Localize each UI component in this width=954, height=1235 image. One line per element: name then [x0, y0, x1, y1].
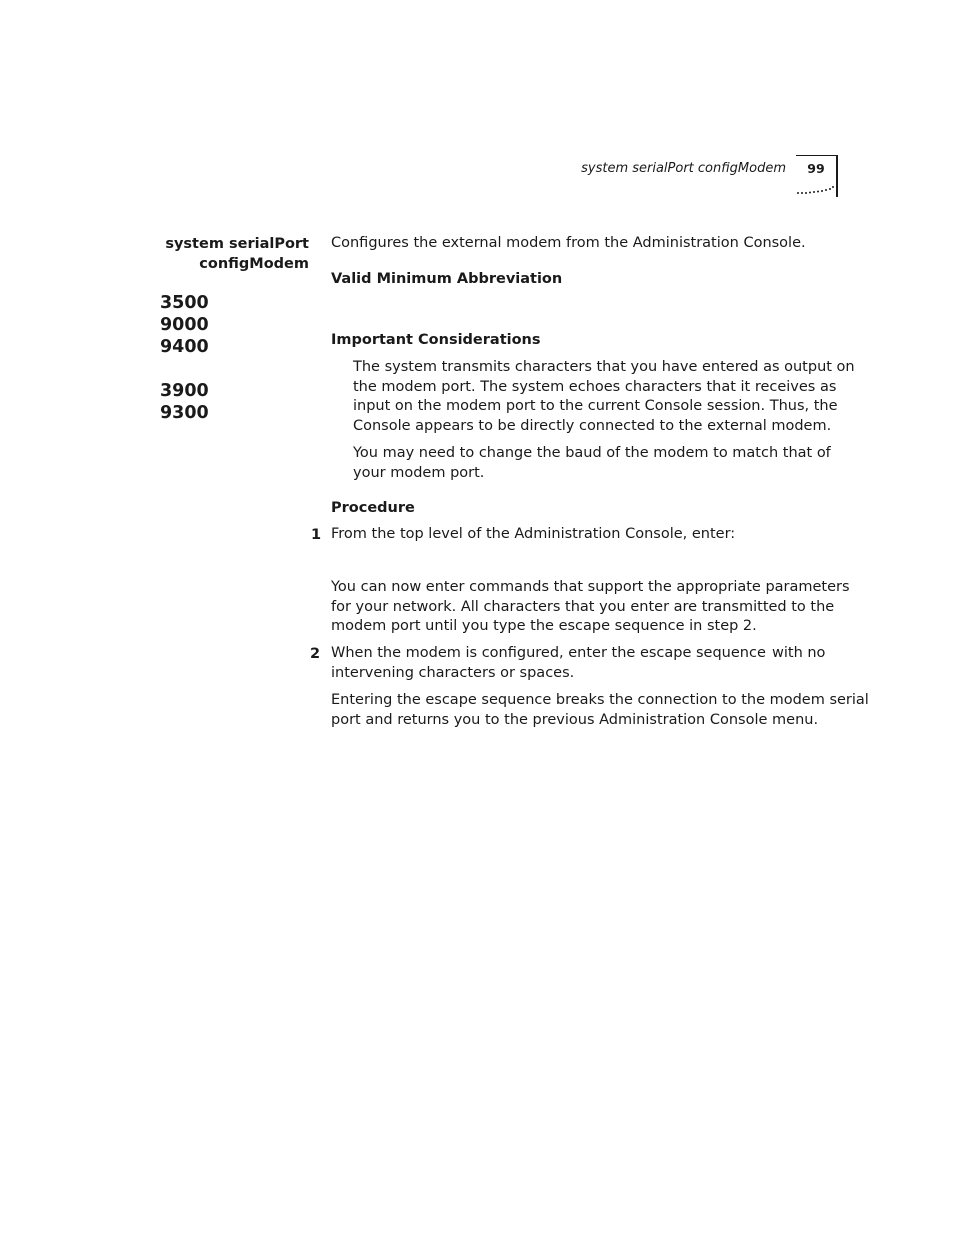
- text-line: Entering the escape sequence breaks the connection to the modem serial: [331, 692, 869, 708]
- text-line: Console appears to be directly connected to the external modem.: [353, 417, 832, 434]
- step-2-followup: [331, 691, 869, 730]
- platform-number: 3900: [160, 381, 209, 401]
- step-1-text: From the top level of the Administration Console, enter:: [331, 526, 736, 542]
- platform-list-2: [160, 380, 209, 424]
- text-line: You may need to change the baud of the modem to match that of: [353, 445, 831, 461]
- decorative-dots-icon: [796, 180, 840, 198]
- command-title-line-2: configModem: [199, 255, 309, 272]
- step-1-followup: [331, 578, 850, 637]
- step-2-text-part-a: When the modem is configured, enter the escape sequence: [331, 645, 766, 661]
- valid-minimum-abbreviation-heading: Valid Minimum Abbreviation: [331, 271, 563, 287]
- text-line: You can now enter commands that support the appropriate parameters: [331, 579, 850, 595]
- step-2-text-part-b: with no: [772, 645, 826, 661]
- platform-number: 9000: [160, 315, 209, 335]
- command-title: [160, 235, 309, 274]
- procedure-heading: Procedure: [331, 500, 415, 516]
- text-line: your modem port.: [353, 464, 485, 481]
- page-tab-top-rule: [796, 155, 838, 156]
- important-considerations-heading: Important Considerations: [331, 332, 541, 348]
- platform-number: 3500: [160, 293, 209, 313]
- text-line: input on the modem port to the current Console session. Thus, the: [353, 398, 838, 414]
- running-header-title: system serialPort configModem: [581, 161, 786, 176]
- command-description: Configures the external modem from the Administration Console.: [331, 235, 806, 251]
- text-line: port and returns you to the previous Administration Console menu.: [331, 711, 819, 728]
- command-title-line-1: system serialPort: [165, 236, 309, 252]
- page-number: 99: [807, 161, 825, 176]
- consideration-paragraph-1: [353, 358, 855, 436]
- text-line: modem port until you type the escape sequence in step 2.: [331, 618, 757, 634]
- text-line: The system transmits characters that you have entered as output on: [353, 359, 855, 375]
- platform-number: 9300: [160, 403, 209, 423]
- text-line: the modem port. The system echoes characters that it receives as: [353, 378, 837, 395]
- text-line: for your network. All characters that you enter are transmitted to the: [331, 598, 835, 615]
- step-number: 1: [311, 527, 322, 543]
- platform-list-1: [160, 292, 209, 358]
- step-number: 2: [310, 646, 321, 662]
- step-2-text-line-2: intervening characters or spaces.: [331, 665, 575, 681]
- consideration-paragraph-2: [353, 444, 831, 483]
- platform-number: 9400: [160, 337, 209, 357]
